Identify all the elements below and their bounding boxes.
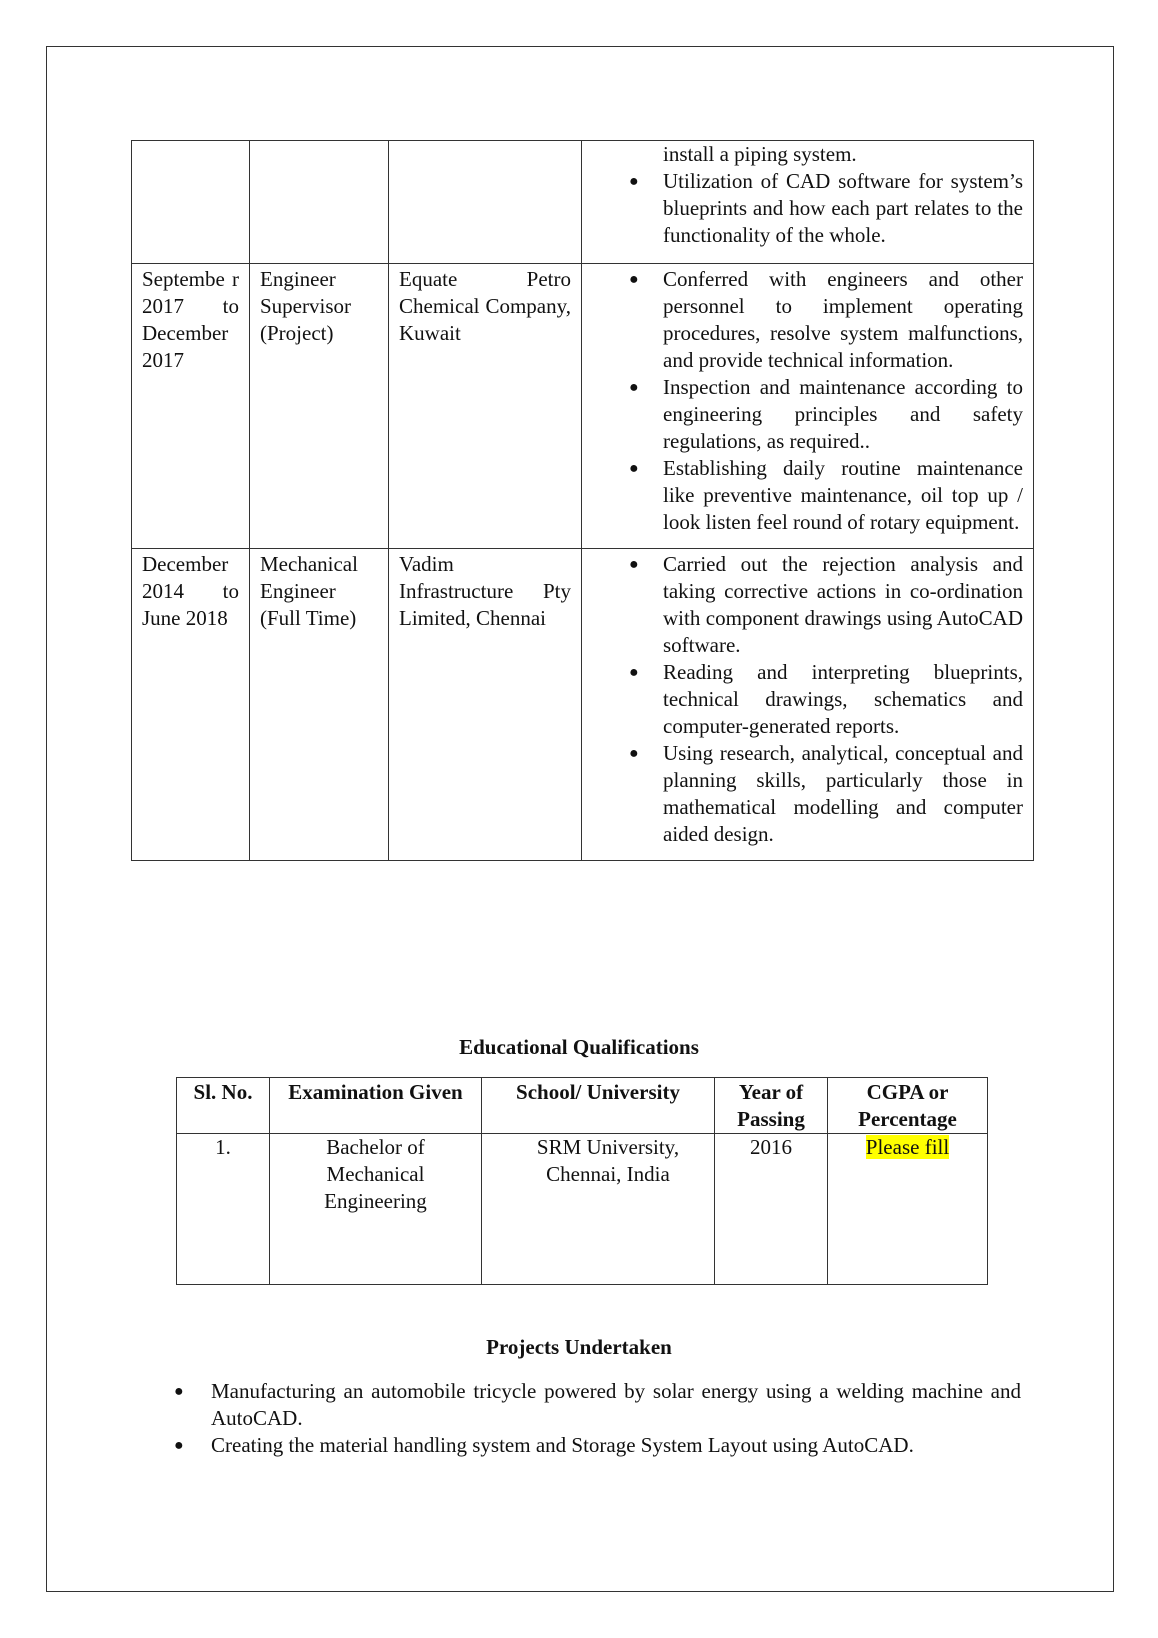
list-item: ● Creating the material handling system and Storage System Layout using AutoCAD. [174,1433,914,1457]
bullet-icon: ● [629,664,639,681]
experience-table [131,140,1034,861]
period-cell [132,141,250,264]
duty-list [592,551,1023,848]
list-item: ● Using research, analytical, conceptual and planning skills, particularly those in mathematical modelling and computer aided design. [629,741,1023,846]
bullet-icon: ● [174,1383,184,1400]
table-row [132,141,1034,264]
year-cell: 2016 [715,1134,828,1285]
table-header-row [177,1078,988,1134]
bullet-icon: ● [629,745,639,762]
duty-list [592,168,1023,249]
sl-no-cell: 1. [177,1134,270,1285]
bullet-icon: ● [629,556,639,573]
cgpa-placeholder: Please fill [865,1135,950,1159]
table-row [132,549,1034,861]
list-item: ● Carried out the rejection analysis and taking corrective actions in co-ordination with component drawings using AutoCAD software. [629,552,1023,657]
table-row [132,264,1034,549]
company-cell [389,141,582,264]
list-item: ● Manufacturing an automobile tricycle powered by solar energy using a welding machine and AutoCAD. [174,1379,1021,1430]
education-title: Educational Qualifications [459,1035,699,1059]
company-cell: Equate Petro Chemical Company, Kuwait [389,264,582,549]
projects-list [174,1378,1021,1459]
role-cell [250,141,389,264]
list-item: ● Reading and interpreting blueprints, technical drawings, schematics and computer-generated reports. [629,660,1023,738]
cgpa-cell [828,1134,988,1285]
role-cell: Engineer Supervisor (Project) [250,264,389,549]
duties-cell [582,264,1034,549]
bullet-icon: ● [629,173,639,190]
table-row [177,1134,988,1285]
projects-title: Projects Undertaken [486,1335,672,1359]
role-cell: Mechanical Engineer (Full Time) [250,549,389,861]
list-item: ● Inspection and maintenance according to engineering principles and safety regulations, as required.. [629,375,1023,453]
header-sl-no: Sl. No. [177,1078,270,1134]
exam-cell: Bachelor of Mechanical Engineering [270,1134,482,1285]
education-table [176,1077,988,1285]
bullet-icon: ● [629,379,639,396]
school-cell: SRM University, Chennai, India [482,1134,715,1285]
period-cell: December 2014 to June 2018 [132,549,250,861]
header-school: School/ University [482,1078,715,1134]
bullet-icon: ● [629,271,639,288]
bullet-icon: ● [174,1437,184,1454]
duties-cell [582,141,1034,264]
duty-list [592,266,1023,536]
header-exam: Examination Given [270,1078,482,1134]
list-item: ● Conferred with engineers and other personnel to implement operating procedures, resolve system malfunctions, and provide technical information. [629,267,1023,372]
list-item: ● Establishing daily routine maintenance like preventive maintenance, oil top up / look listen feel round of rotary equipment. [629,456,1023,534]
list-item: ● Utilization of CAD software for system’s blueprints and how each part relates to the functionality of the whole. [629,169,1023,247]
header-year: Year of Passing [715,1078,828,1134]
period-cell: Septembe r 2017 to December 2017 [132,264,250,549]
bullet-icon: ● [629,460,639,477]
duty-continuation: install a piping system. [663,142,857,166]
header-cgpa: CGPA or Percentage [828,1078,988,1134]
company-cell: Vadim Infrastructure Pty Limited, Chennai [389,549,582,861]
duties-cell [582,549,1034,861]
